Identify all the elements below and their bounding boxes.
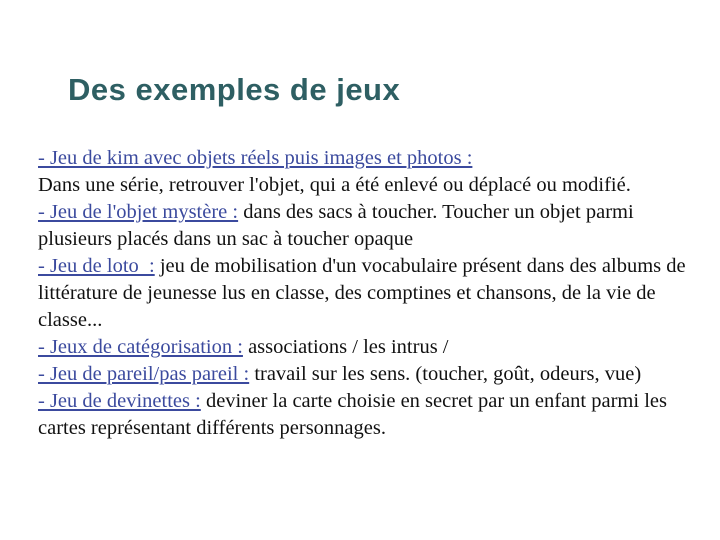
slide-body xyxy=(38,145,703,442)
game-item-kim xyxy=(38,145,703,199)
game-item-same-not-same xyxy=(38,361,703,388)
game-description-loto: jeu de mobilisation d'un vocabulaire présent dans des albums de littérature de jeunesse lus en classe, des comptines et chansons, de la vie de classe... xyxy=(38,255,686,331)
game-item-mystery-object xyxy=(38,199,703,253)
game-item-riddles xyxy=(38,388,703,442)
game-description-riddles: deviner la carte choisie en secret par un enfant parmi les cartes représentant différents personnages. xyxy=(38,390,667,439)
slide-title: Des exemples de jeux xyxy=(68,72,401,107)
game-description-mystery-object: dans des sacs à toucher. Toucher un objet parmi plusieurs placés dans un sac à toucher opaque xyxy=(38,201,634,250)
game-link-riddles[interactable]: - Jeu de devinettes : xyxy=(38,390,201,412)
game-link-same-not-same[interactable]: - Jeu de pareil/pas pareil : xyxy=(38,363,250,385)
game-item-categorization xyxy=(38,334,703,361)
game-item-loto xyxy=(38,253,703,334)
game-link-loto[interactable]: - Jeu de loto : xyxy=(38,255,155,277)
game-description-kim: Dans une série, retrouver l'objet, qui a été enlevé ou déplacé ou modifié. xyxy=(38,174,631,196)
game-description-same-not-same: travail sur les sens. (toucher, goût, odeurs, vue) xyxy=(249,363,642,385)
game-link-mystery-object[interactable]: - Jeu de l'objet mystère : xyxy=(38,201,239,223)
game-description-categorization: associations / les intrus / xyxy=(242,336,449,358)
game-link-kim[interactable]: - Jeu de kim avec objets réels puis images et photos : xyxy=(38,147,473,169)
game-link-categorization[interactable]: - Jeux de catégorisation : xyxy=(38,336,243,358)
